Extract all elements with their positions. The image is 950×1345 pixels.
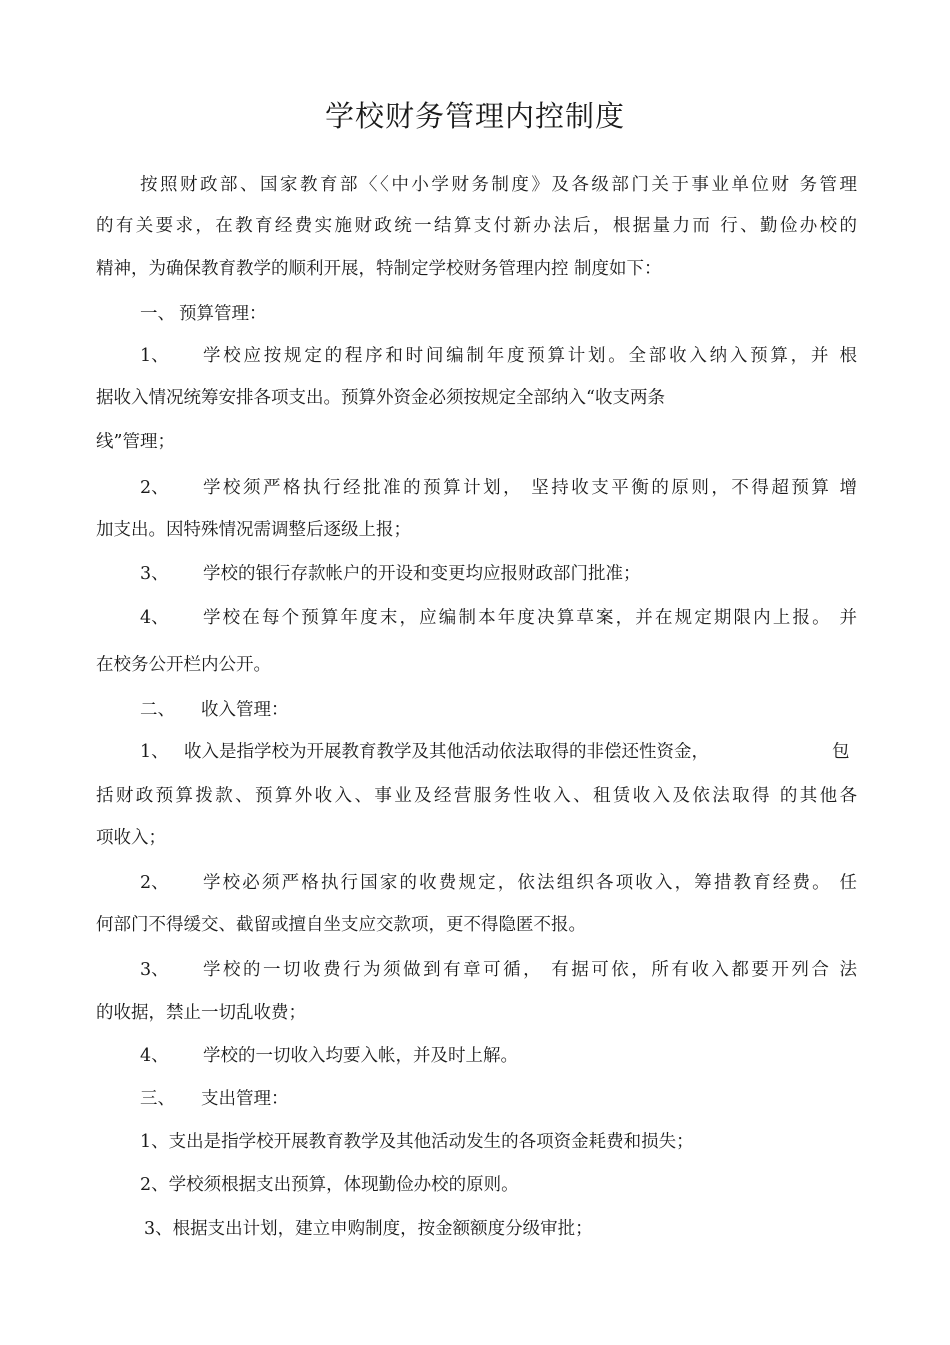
section-1-number: 一、 <box>140 304 175 324</box>
item-2-2-number: 2、 <box>140 873 169 893</box>
intro-line-3: 精神，为确保教育教学的顺利开展，特制定学校财务管理内控 制度如下： <box>96 259 662 279</box>
item-2-3-line-2: 的收据，禁止一切乱收费； <box>96 1003 306 1023</box>
document-title: 学校财务管理内控制度 <box>324 99 625 133</box>
item-2-1-line-1-tail: 包 <box>832 742 850 762</box>
item-2-1-line-3: 项收入； <box>96 828 166 848</box>
item-1-1-line-3: 线”管理； <box>96 432 175 452</box>
item-1-2-line-1: 学校须严格执行经批准的预算计划， 坚持收支平衡的原则，不得超预算 增 <box>203 478 857 498</box>
item-3-3 <box>144 1217 593 1241</box>
item-3-3-text: 根据支出计划，建立申购制度，按金额额度分级审批； <box>172 1219 593 1239</box>
item-1-3-line-1: 学校的银行存款帐户的开设和变更均应报财政部门批准； <box>203 564 641 584</box>
section-3-number: 三、 <box>140 1089 175 1109</box>
item-2-4-line-1: 学校的一切收入均要入帐，并及时上解。 <box>203 1046 518 1066</box>
item-1-1-line-2: 据收入情况统筹安排各项支出。预算外资金必须按规定全部纳入“收支两条 <box>96 388 665 408</box>
item-1-2-line-2: 加支出。因特殊情况需调整后逐级上报； <box>96 520 411 540</box>
item-1-4-line-2: 在校务公开栏内公开。 <box>96 655 271 675</box>
item-1-1-number: 1、 <box>140 346 169 366</box>
item-2-1-line-1: 收入是指学校为开展教育教学及其他活动依法取得的非偿还性资金， <box>184 742 709 762</box>
section-3-title: 支出管理： <box>201 1089 289 1109</box>
item-1-4-line-1: 学校在每个预算年度末，应编制本年度决算草案，并在规定期限内上报。 并 <box>203 608 857 628</box>
item-2-3-number: 3、 <box>140 960 169 980</box>
item-3-2-text: 学校须根据支出预算，体现勤俭办校的原则。 <box>168 1175 519 1195</box>
section-2-title: 收入管理： <box>201 700 289 720</box>
item-1-4-number: 4、 <box>140 608 169 628</box>
item-3-1 <box>140 1130 694 1154</box>
item-3-2 <box>140 1173 519 1197</box>
item-2-3-line-1: 学校的一切收费行为须做到有章可循， 有据可依，所有收入都要开列合 法 <box>203 960 857 980</box>
section-1-heading <box>140 302 267 326</box>
intro-line-1: 按照财政部、国家教育部〈〈中小学财务制度》及各级部门关于事业单位财 务管理 <box>140 175 857 195</box>
item-2-2-line-2: 何部门不得缓交、截留或擅自坐支应交款项，更不得隐匿不报。 <box>96 915 586 935</box>
item-1-2-number: 2、 <box>140 478 169 498</box>
intro-line-2: 的有关要求，在教育经费实施财政统一结算支付新办法后，根据量力而 行、勤俭办校的 <box>96 216 857 236</box>
section-2-heading <box>140 698 289 722</box>
item-3-1-text: 支出是指学校开展教育教学及其他活动发生的各项资金耗费和损失； <box>168 1132 694 1152</box>
item-3-3-number: 3、 <box>144 1219 173 1239</box>
item-1-1-line-1: 学校应按规定的程序和时间编制年度预算计划。全部收入纳入预算，并 根 <box>203 346 857 366</box>
section-1-title: 预算管理： <box>179 304 267 324</box>
item-2-4-number: 4、 <box>140 1046 169 1066</box>
item-1-3-number: 3、 <box>140 564 169 584</box>
item-2-2-line-1: 学校必须严格执行国家的收费规定，依法组织各项收入，筹措教育经费。 任 <box>203 873 857 893</box>
item-2-1-number: 1、 <box>140 742 169 762</box>
section-2-number: 二、 <box>140 700 175 720</box>
item-2-1-line-2: 括财政预算拨款、预算外收入、事业及经营服务性收入、租赁收入及依法取得 的其他各 <box>96 786 857 806</box>
item-3-2-number: 2、 <box>140 1175 169 1195</box>
section-3-heading <box>140 1087 289 1111</box>
item-3-1-number: 1、 <box>140 1132 169 1152</box>
